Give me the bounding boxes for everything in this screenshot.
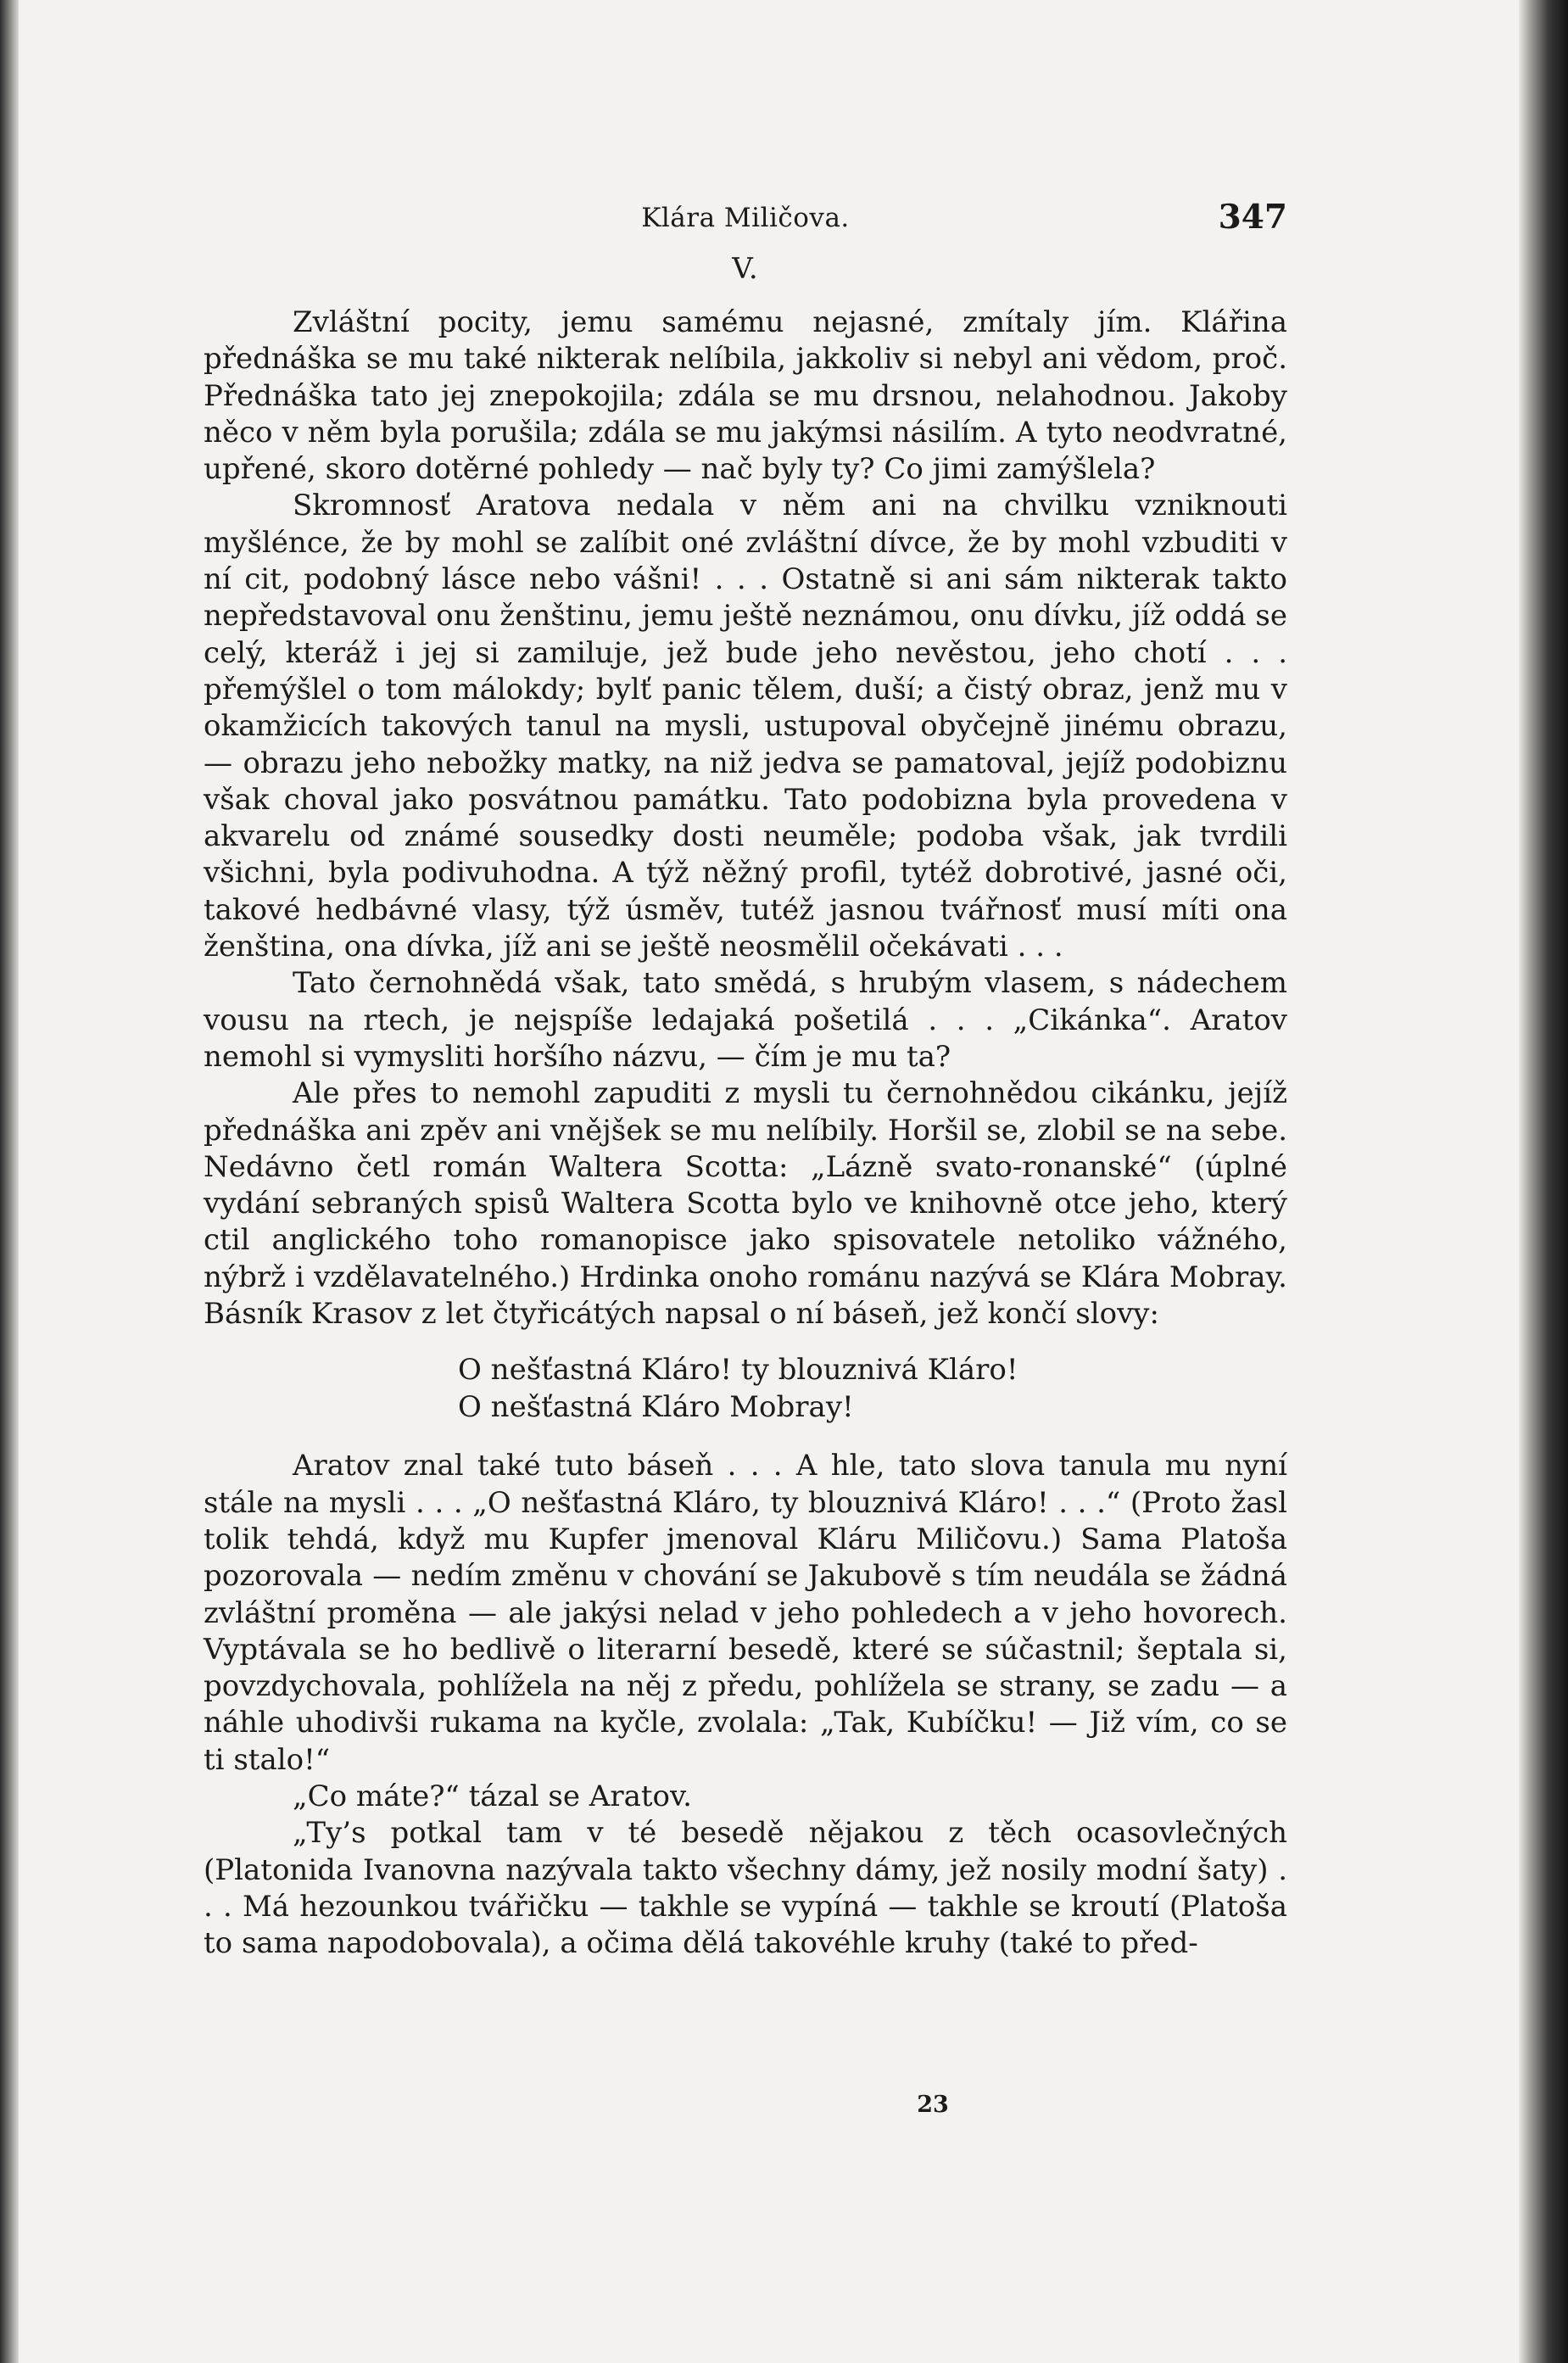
paragraph: „Ty’s potkal tam v té besedě nějakou z těch ocasovlečných (Platonida Ivanovna nazývala takto všechny dámy, jež nosily modní šaty) . . . Má hezounkou tvářičku — takhle se vypíná — takhle se kroutí (Platoša to sama napodobovala), a očima dělá takovéhle kruhy (také to před-: [204, 1816, 1287, 1961]
running-title: Klára Miličova.: [641, 203, 850, 233]
paragraph: Ale přes to nemohl zapuditi z mysli tu černohnědou cikánku, jejíž přednáška ani zpěv ani vnějšek se mu nelíbily. Horšil se, zlobil se na sebe. Nedávno četl román Waltera Scotta: „Lázně svato-ronanské“ (úplné vydání sebraných spisů Waltera Scotta bylo ve knihovně otce jeho, který ctil anglického toho romanopisce jako spisovatele netoliko vážného, nýbrž i vzdělavatelného.) Hrdinka onoho románu nazývá se Klára Mobray. Básník Krasov z let čtyřicátých napsal o ní báseň, jež končí slovy:: [204, 1076, 1287, 1332]
page-number: 347: [1218, 198, 1287, 237]
signature-mark: 23: [917, 2092, 949, 2118]
chapter-number: V.: [732, 252, 759, 286]
verse-quote: [458, 1351, 1287, 1426]
verse-line: O nešťastná Kláro Mobray!: [458, 1390, 854, 1425]
paragraph: Skromnosť Aratova nedala v něm ani na chvilku vzniknouti myšlénce, že by mohl se zalíbit oné zvláštní dívce, že by mohl vzbuditi v ní cit, podobný lásce nebo vášni! . . . Ostatně si ani sám nikterak takto nepředstavoval onu ženštinu, jemu ještě neznámou, onu dívku, jíž oddá se celý, kteráž i jej si zamiluje, jež bude jeho nevěstou, jeho chotí . . . přemýšlel o tom málokdy; bylť panic tělem, duší; a čistý obraz, jenž mu v okamžicích takových tanul na mysli, ustupoval obyčejně jinému obrazu, — obrazu jeho nebožky matky, na niž jedva se pamatoval, jejíž podobiznu však choval jako posvátnou památku. Tato podobizna byla provedena v akvarelu od známé sousedky dosti neuměle; podoba však, jak tvrdili všichni, byla podivuhodna. A týž něžný profil, tytéž dobrotivé, jasné oči, takové hedbávné vlasy, týž úsměv, tutéž jasnou tvářnosť musí míti ona ženština, ona dívka, jíž ani se ještě neosmělil očekávati . . .: [204, 489, 1287, 964]
scan-shadow-left: [0, 0, 19, 2363]
paragraph: Tato černohnědá však, tato smědá, s hrubým vlasem, s nádechem vousu na rtech, je nejspíše ledajaká pošetilá . . . „Cikánka“. Aratov nemohl si vymysliti horšího názvu, — čím je mu ta?: [204, 966, 1287, 1074]
paragraph: „Co máte?“ tázal se Aratov.: [293, 1779, 692, 1813]
scan-shadow-right: [1519, 0, 1568, 2363]
page-content: [204, 191, 1287, 1962]
body-text: [204, 304, 1287, 1962]
paragraph: Aratov znal také tuto báseň . . . A hle, tato slova tanula mu nyní stále na mysli . . . „O nešťastná Kláro, ty blouznivá Kláro! . . .“ (Proto žasl tolik tehdá, když mu Kupfer jmenoval Kláru Miličovu.) Sama Platoša pozorovala — nedím změnu v chování se Jakubově s tím neudála se žádná zvláštní proměna — ale jakýsi nelad v jeho pohledech a v jeho hovorech. Vyptávala se ho bedlivě o literarní besedě, které se súčastnil; šeptala si, povzdychovala, pohlížela na něj z předu, pohlížela se strany, se zadu — a náhle uhodivši rukama na kyčle, zvolala: „Tak, Kubíčku! — Již vím, co se ti stalo!“: [204, 1449, 1287, 1777]
paragraph: Zvláštní pocity, jemu samému nejasné, zmítaly jím. Klářina přednáška se mu také nikterak nelíbila, jakkoliv si nebyl ani vědom, proč. Přednáška tato jej znepokojila; zdála se mu drsnou, nelahodnou. Jakoby něco v něm byla porušila; zdála se mu jakýmsi násilím. A tyto neodvratné, upřené, skoro dotěrné pohledy — nač byly ty? Co jimi zamýšlela?: [204, 305, 1287, 487]
verse-line: O nešťastná Kláro! ty blouznivá Kláro!: [458, 1353, 1018, 1388]
running-header: [204, 191, 1287, 250]
